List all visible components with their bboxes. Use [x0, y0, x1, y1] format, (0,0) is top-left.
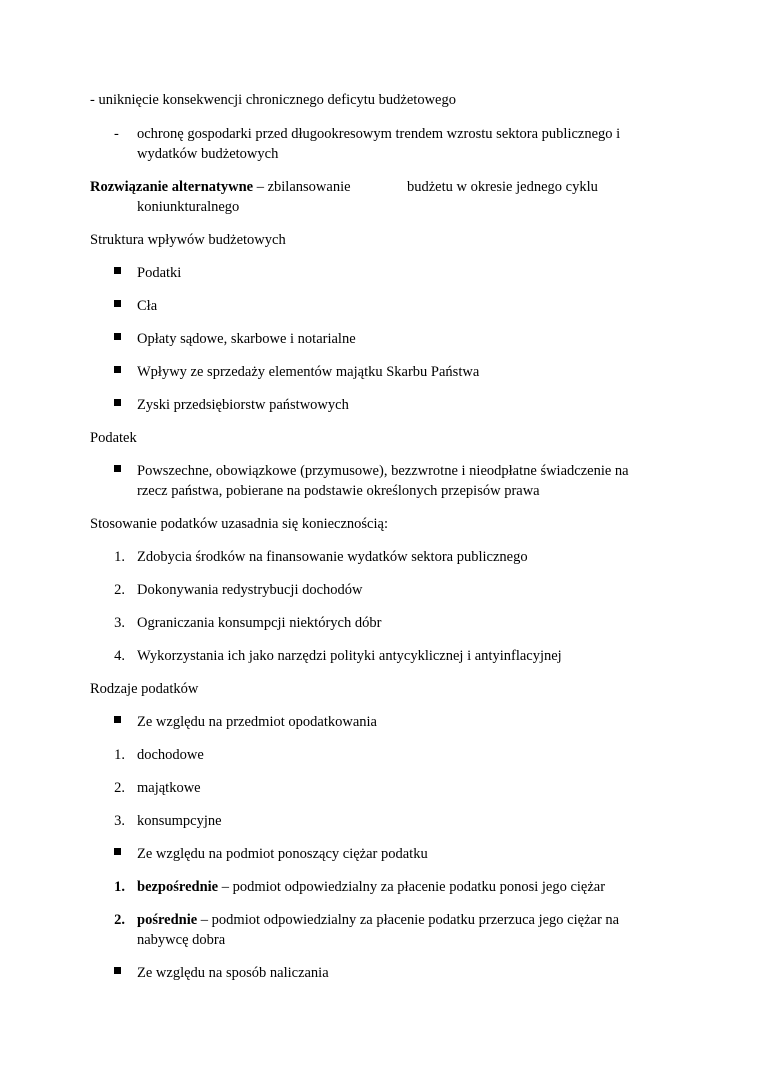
list-number: 1. [114, 879, 125, 895]
list-number: 1. [114, 549, 125, 565]
list-number: 3. [114, 615, 125, 631]
bullet-square-icon [114, 848, 121, 855]
use-heading: Stosowanie podatków uzasadnia się koniecznością: [90, 516, 388, 532]
list-item: Opłaty sądowe, skarbowe i notarialne [137, 331, 356, 347]
bullet-square-icon [114, 716, 121, 723]
tax-definition-line-2: rzecz państwa, pobierane na podstawie określonych przepisów prawa [137, 483, 540, 499]
list-number: 3. [114, 813, 125, 829]
bullet-square-icon [114, 267, 121, 274]
tax-heading: Podatek [90, 430, 137, 446]
list-item: Zyski przedsiębiorstw państwowych [137, 397, 349, 413]
list-item: dochodowe [137, 747, 204, 763]
list-number: 2. [114, 912, 125, 928]
list-number: 1. [114, 747, 125, 763]
criterion-subject: Ze względu na podmiot ponoszący ciężar podatku [137, 846, 428, 862]
list-item: Podatki [137, 265, 182, 281]
alternative-solution-text: – zbilansowanie [253, 179, 351, 195]
text-line-deficit: - uniknięcie konsekwencji chronicznego deficytu budżetowego [90, 92, 456, 108]
term-direct-desc: – podmiot odpowiedzialny za płacenie podatku ponosi jego ciężar [218, 879, 606, 895]
list-item-indirect [137, 910, 619, 930]
criterion-object: Ze względu na przedmiot opodatkowania [137, 714, 377, 730]
alternative-solution-text-right: budżetu w okresie jednego cyklu [407, 179, 598, 195]
list-number: 2. [114, 780, 125, 796]
text-line-protection-1: ochronę gospodarki przed długookresowym trendem wzrostu sektora publicznego i [137, 126, 621, 142]
text-line-protection-2: wydatków budżetowych [137, 146, 279, 162]
bullet-square-icon [114, 333, 121, 340]
list-item: Ograniczania konsumpcji niektórych dóbr [137, 615, 382, 631]
list-item-direct [137, 877, 605, 897]
term-indirect-desc-2: nabywcę dobra [137, 932, 226, 948]
list-item: Cła [137, 298, 158, 314]
list-number: 4. [114, 648, 125, 664]
list-item: Zdobycia środków na finansowanie wydatków sektora publicznego [137, 549, 528, 565]
criterion-method: Ze względu na sposób naliczania [137, 965, 329, 981]
revenue-heading: Struktura wpływów budżetowych [90, 232, 286, 248]
bullet-square-icon [114, 366, 121, 373]
bullet-square-icon [114, 967, 121, 974]
alternative-solution-line [90, 177, 351, 197]
bullet-square-icon [114, 399, 121, 406]
term-indirect-desc: – podmiot odpowiedzialny za płacenie podatku przerzuca jego ciężar na [197, 912, 620, 928]
list-item: konsumpcyjne [137, 813, 222, 829]
alternative-solution-label: Rozwiązanie alternatywne [90, 179, 254, 195]
term-direct: bezpośrednie [137, 879, 219, 895]
bullet-square-icon [114, 300, 121, 307]
term-indirect: pośrednie [137, 912, 198, 928]
list-item: Wpływy ze sprzedaży elementów majątku Skarbu Państwa [137, 364, 480, 380]
bullet-square-icon [114, 465, 121, 472]
alternative-solution-text-2: koniunkturalnego [137, 199, 240, 215]
types-heading: Rodzaje podatków [90, 681, 199, 697]
list-item: majątkowe [137, 780, 201, 796]
list-number: 2. [114, 582, 125, 598]
list-item: Wykorzystania ich jako narzędzi polityki antycyklicznej i antyinflacyjnej [137, 648, 562, 664]
list-item: Dokonywania redystrybucji dochodów [137, 582, 363, 598]
dash-marker: - [114, 126, 119, 142]
tax-definition-line-1: Powszechne, obowiązkowe (przymusowe), bezzwrotne i nieodpłatne świadczenie na [137, 463, 629, 479]
